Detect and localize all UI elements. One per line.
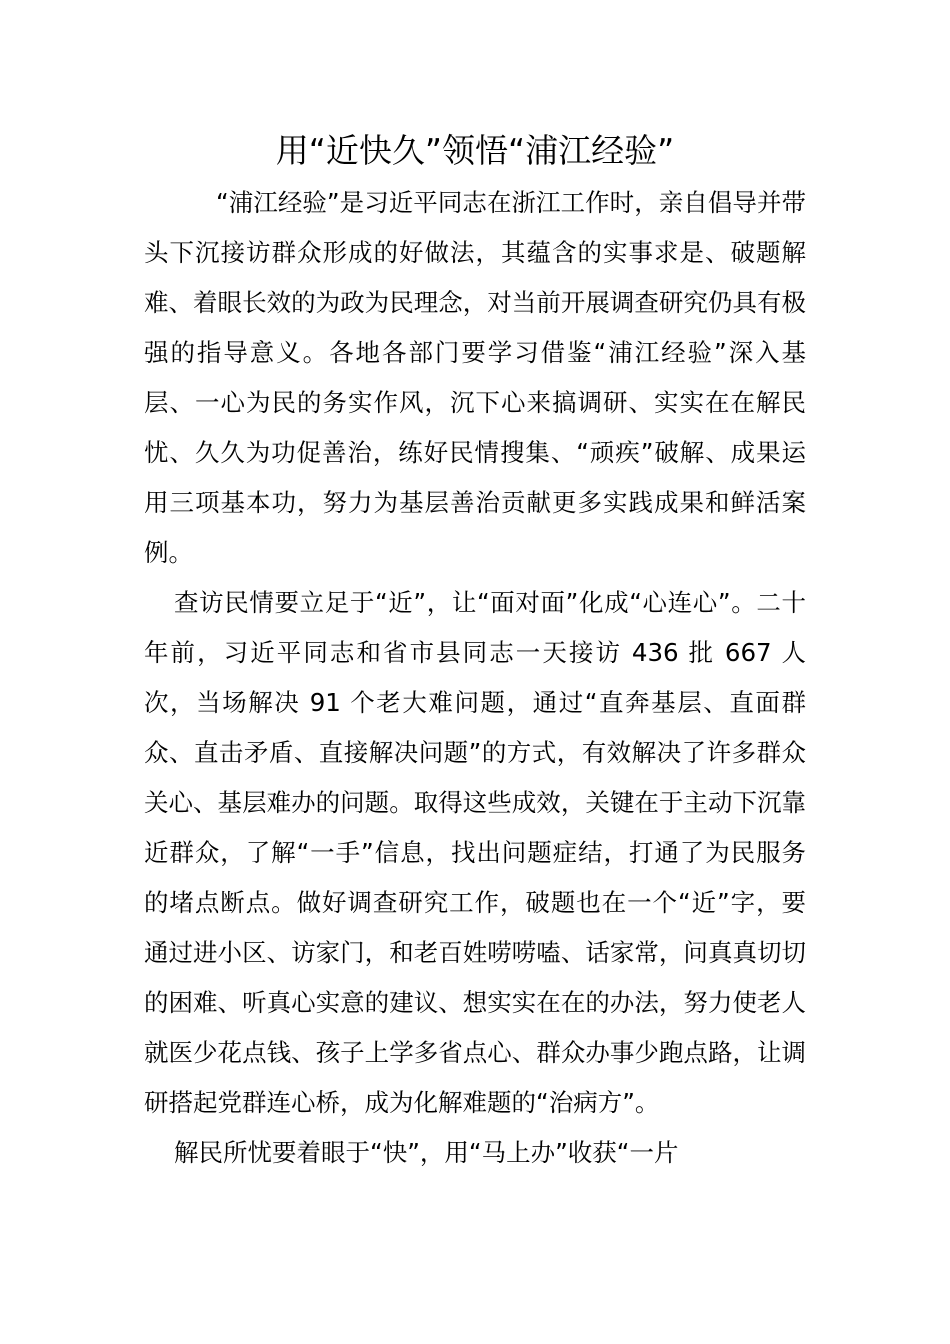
paragraph-near: 查访民情要立足于“近”，让“面对面”化成“心连心”。二十年前，习近平同志和省市县同志一天接访 436 批 667 人次，当场解决 91 个老大难问题，通过“直奔基层、直面群众、直击矛盾、直接解决问题”的方式，有效解决了许多群众关心、基层难办的问题。取得这些成效，关键在于主动下沉靠近群众，了解“一手”信息，找出问题症结，打通了为民服务的堵点断点。做好调查研究工作，破题也在一个“近”字，要通过进小区、访家门，和老百姓唠唠嗑、话家常，问真真切切的困难、听真心实意的建议、想实实在在的办法，努力使老人就医少花点钱、孩子上学多省点心、群众办事少跑点路，让调研搭起党群连心桥，成为化解难题的“治病方”。 <box>144 588 806 1117</box>
paragraph-intro: “浦江经验”是习近平同志在浙江工作时，亲自倡导并带头下沉接访群众形成的好做法，其蕴含的实事求是、破题解难、着眼长效的为政为民理念，对当前开展调查研究仍具有极强的指导意义。各地各部门要学习借鉴“浦江经验”深入基层、一心为民的务实作风，沉下心来搞调研、实实在在解民忧、久久为功促善治，练好民情搜集、“顽疾”破解、成果运用三项基本功，努力为基层善治贡献更多实践成果和鲜活案例。 <box>144 188 806 567</box>
document-title: 用“近快久”领悟“浦江经验” <box>275 131 675 170</box>
paragraph-fast: 解民所忧要着眼于“快”，用“马上办”收获“一片 <box>174 1138 679 1167</box>
document-page <box>144 124 806 1178</box>
